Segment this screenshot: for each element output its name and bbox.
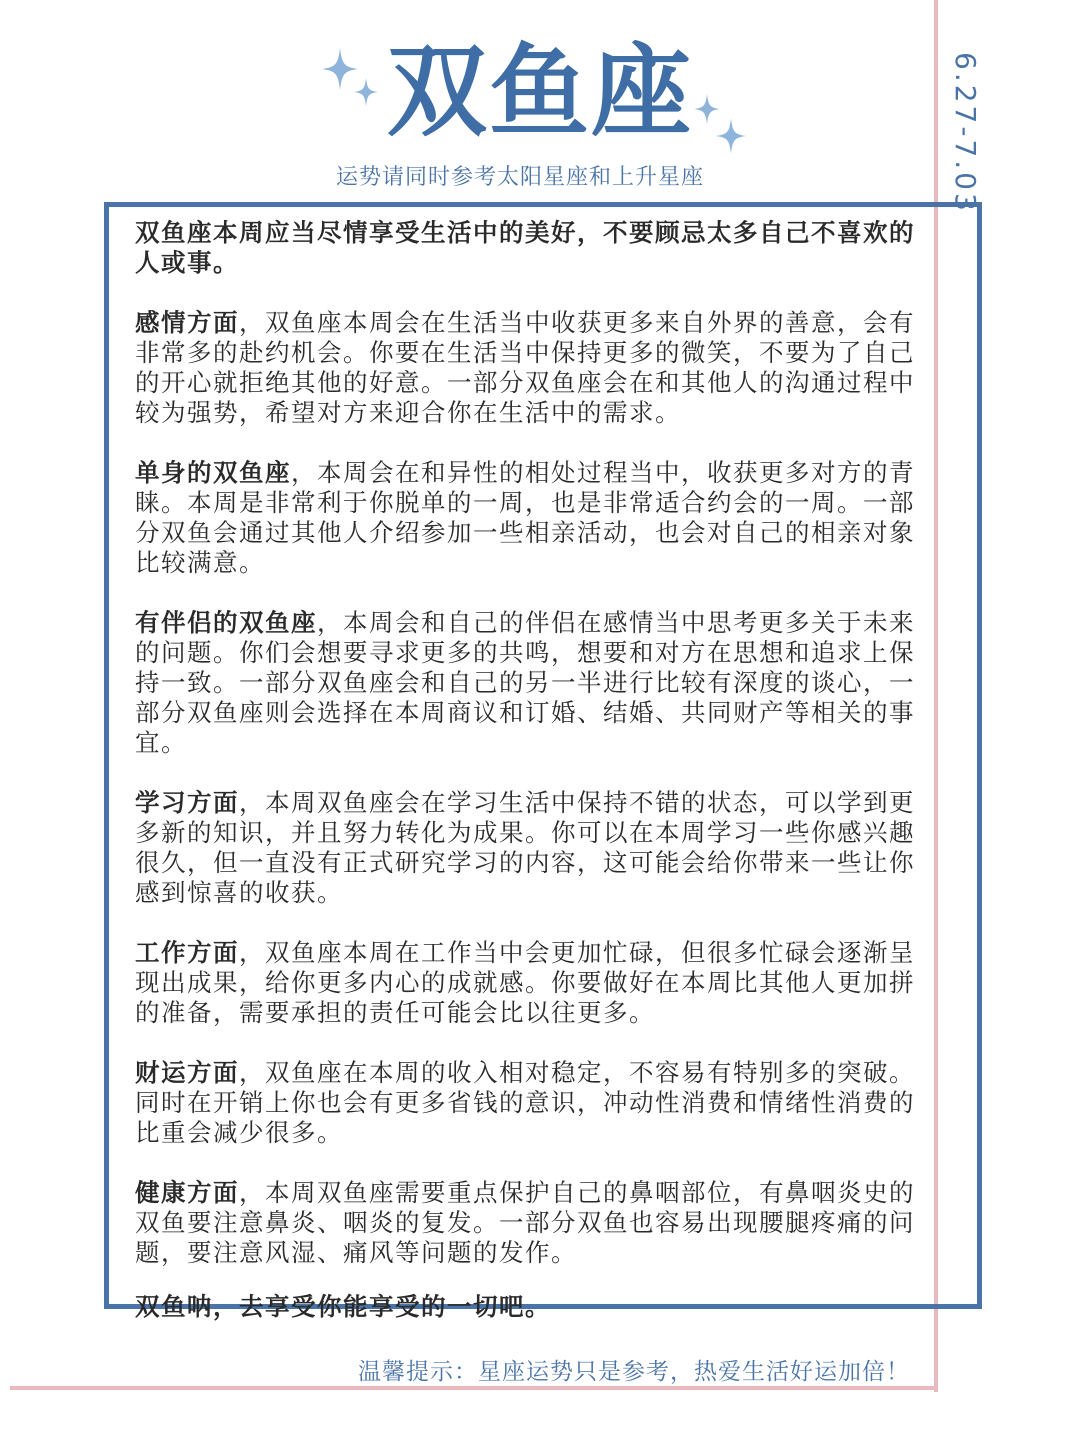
section-label: 学习方面 [135,788,239,817]
closing-paragraph: 双鱼呐，去享受你能享受的一切吧。 [135,1292,551,1321]
section-text: ，本周会和自己的伴侣在感情当中思考更多关于未来的问题。你们会想要寻求更多的共鸣，想要和对方在思想和追求上保持一致。一部分双鱼座会和自己的另一半进行比较有深度的谈心，一部分双鱼座则会选择在本周商议和订婚、结婚、共同财产等相关的事宜。 [135,608,915,757]
sparkle-icon [716,118,746,154]
wealth-paragraph [135,1058,915,1148]
health-paragraph [135,1178,915,1268]
footer-tip: 温馨提示：星座运势只是参考，热爱生活好运加倍！ [358,1359,910,1385]
section-label: 单身的双鱼座 [135,458,291,487]
section-label: 工作方面 [135,938,239,967]
section-text: ，本周双鱼座需要重点保护自己的鼻咽部位，有鼻咽炎史的双鱼要注意鼻炎、咽炎的复发。一部分双鱼也容易出现腰腿疼痛的问题，要注意风湿、痛风等问题的发作。 [135,1178,915,1267]
section-text: ，双鱼座本周在工作当中会更加忙碌，但很多忙碌会逐渐呈现出成果，给你更多内心的成就感。你要做好在本周比其他人更加拼的准备，需要承担的责任可能会比以往更多。 [135,938,915,1027]
study-paragraph [135,788,915,908]
date-range: 6.27-7.03 [949,52,982,214]
section-text: ，双鱼座在本周的收入相对稳定，不容易有特别多的突破。同时在开销上你也会有更多省钱的意识，冲动性消费和情绪性消费的比重会减少很多。 [135,1058,915,1147]
horoscope-content [135,218,915,1322]
section-text: ，双鱼座本周会在生活当中收获更多来自外界的善意，会有非常多的赴约机会。你要在生活当中保持更多的微笑，不要为了自己的开心就拒绝其他的好意。一部分双鱼座会在和其他人的沟通过程中较为强势，希望对方来迎合你在生活中的需求。 [135,308,915,427]
section-label: 财运方面 [135,1058,239,1087]
section-text: ，本周会在和异性的相处过程当中，收获更多对方的青睐。本周是非常利于你脱单的一周，也是非常适合约会的一周。一部分双鱼会通过其他人介绍参加一些相亲活动，也会对自己的相亲对象比较满意。 [135,458,915,577]
section-text: ，本周双鱼座会在学习生活中保持不错的状态，可以学到更多新的知识，并且努力转化为成果。你可以在本周学习一些你感兴趣很久，但一直没有正式研究学习的内容，这可能会给你带来一些让你感到惊喜的收获。 [135,788,915,907]
section-label: 感情方面 [135,308,239,337]
pink-frame-horizontal-line [10,1386,938,1390]
section-label: 健康方面 [135,1178,239,1207]
work-paragraph [135,938,915,1028]
page-subtitle: 运势请同时参考太阳星座和上升星座 [335,165,704,190]
sparkle-icon [322,48,358,90]
single-paragraph [135,458,915,578]
intro-paragraph: 双鱼座本周应当尽情享受生活中的美好，不要顾忌太多自己不喜欢的人或事。 [135,218,915,277]
section-label: 有伴侣的双鱼座 [135,608,317,637]
partner-paragraph [135,608,915,758]
page-title: 双鱼座 [387,33,693,150]
love-paragraph [135,308,915,428]
